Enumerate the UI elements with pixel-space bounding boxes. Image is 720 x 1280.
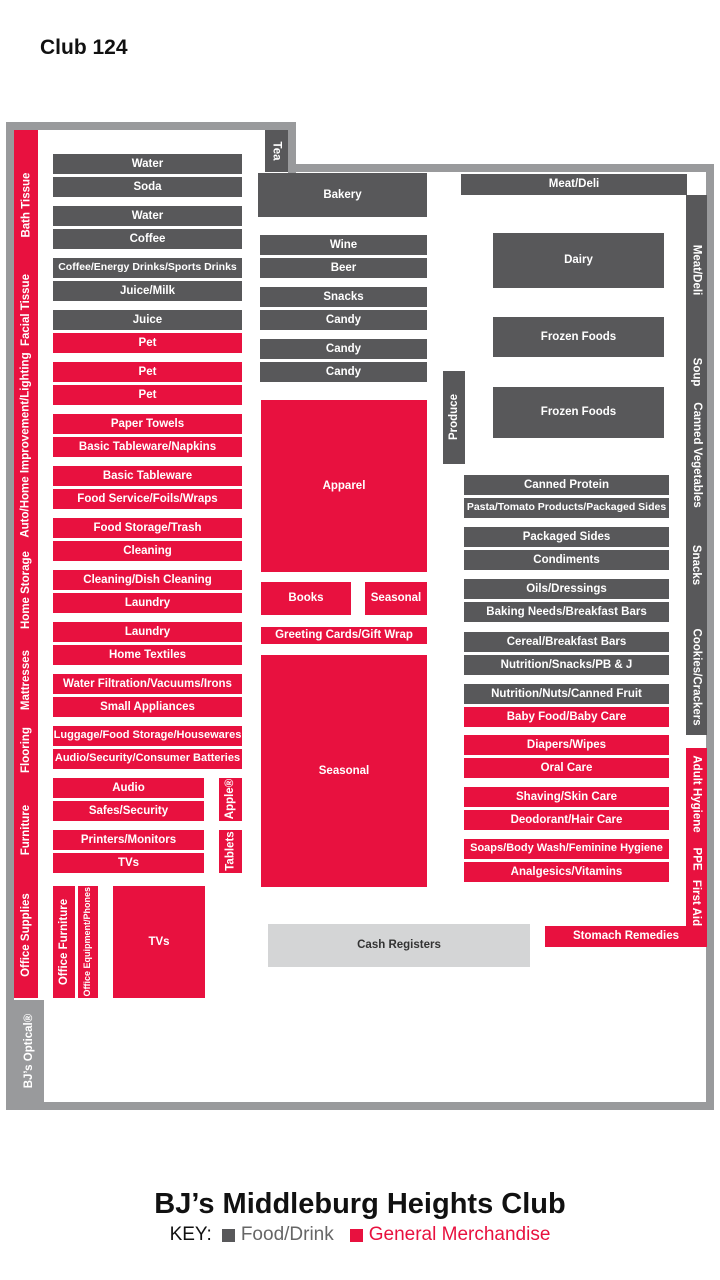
aisle-cereal[interactable]: Cereal/Breakfast Bars (464, 632, 669, 652)
dept-dairy[interactable]: Dairy (493, 233, 664, 288)
bath-tissue-label: Bath Tissue (19, 172, 32, 238)
dept-frozen-foods-1[interactable]: Frozen Foods (493, 317, 664, 357)
adult-hygiene-label: Adult Hygiene (690, 755, 703, 833)
aisle-laundry-2[interactable]: Laundry (53, 622, 242, 642)
dept-frozen-foods-2[interactable]: Frozen Foods (493, 387, 664, 438)
map-key (0, 1224, 720, 1246)
auto-home-label: Auto/Home Improvement/Lighting (19, 352, 32, 538)
dept-wall-snacks[interactable] (686, 510, 707, 620)
dept-stomach-remedies[interactable]: Stomach Remedies (545, 926, 707, 947)
aisle-candy-1[interactable]: Candy (260, 310, 427, 330)
aisle-soda[interactable]: Soda (53, 177, 242, 197)
aisle-tvs-1[interactable]: TVs (53, 853, 204, 873)
aisle-apple[interactable] (219, 778, 242, 821)
aisle-office-furniture[interactable] (53, 886, 75, 998)
dept-bakery[interactable]: Bakery (258, 173, 427, 217)
facial-tissue-label: Facial Tissue (19, 273, 32, 347)
dept-apparel[interactable]: Apparel (261, 400, 427, 572)
cash-registers[interactable]: Cash Registers (268, 924, 530, 967)
aisle-small-appliances[interactable]: Small Appliances (53, 697, 242, 717)
aisle-luggage[interactable]: Luggage/Food Storage/Housewares (53, 726, 242, 746)
wall-left (6, 122, 14, 1110)
dept-flooring[interactable] (14, 720, 38, 780)
aisle-nutrition-snacks[interactable]: Nutrition/Snacks/PB & J (464, 655, 669, 675)
office-supplies-label: Office Supplies (19, 893, 32, 977)
aisle-water-1[interactable]: Water (53, 154, 242, 174)
aisle-audio-security[interactable]: Audio/Security/Consumer Batteries (53, 749, 242, 769)
dept-bjs-optical[interactable] (14, 1000, 44, 1102)
aisle-cleaning[interactable]: Cleaning (53, 541, 242, 561)
aisle-coffee-energy[interactable]: Coffee/Energy Drinks/Sports Drinks (53, 258, 242, 278)
dept-meat-deli-wall[interactable] (686, 195, 707, 345)
store-title: BJ’s Middleburg Heights Club (154, 1188, 566, 1220)
aisle-office-equipment[interactable] (78, 886, 98, 998)
aisle-water-2[interactable]: Water (53, 206, 242, 226)
aisle-beer[interactable]: Beer (260, 258, 427, 278)
produce-label: Produce (447, 394, 460, 441)
key-label: KEY: (169, 1224, 212, 1245)
dept-soup[interactable] (686, 345, 707, 400)
aisle-juice[interactable]: Juice (53, 310, 242, 330)
aisle-snacks[interactable]: Snacks (260, 287, 427, 307)
aisle-pet-3[interactable]: Pet (53, 385, 242, 405)
aisle-deodorant[interactable]: Deodorant/Hair Care (464, 810, 669, 830)
aisle-soaps[interactable]: Soaps/Body Wash/Feminine Hygiene (464, 839, 669, 859)
aisle-oils[interactable]: Oils/Dressings (464, 579, 669, 599)
dept-furniture[interactable] (14, 790, 38, 870)
aisle-oral-care[interactable]: Oral Care (464, 758, 669, 778)
general-swatch (350, 1229, 363, 1242)
wall-top-right (288, 164, 714, 172)
wall-top-left (6, 122, 296, 130)
key-food-label: Food/Drink (240, 1224, 334, 1245)
meat-deli-wall-label: Meat/Deli (690, 244, 703, 296)
food-swatch (222, 1229, 235, 1242)
optical-label: BJ’s Optical® (22, 1013, 35, 1089)
aisle-food-storage[interactable]: Food Storage/Trash (53, 518, 242, 538)
club-number-label: Club 124 (40, 36, 128, 59)
aisle-analgesics[interactable]: Analgesics/Vitamins (464, 862, 669, 882)
dept-auto-home[interactable] (14, 350, 38, 540)
tablets-label: Tablets (224, 831, 237, 872)
dept-seasonal-small[interactable]: Seasonal (365, 582, 427, 615)
aisle-water-filtration[interactable]: Water Filtration/Vacuums/Irons (53, 674, 242, 694)
wall-right (706, 164, 714, 1110)
flooring-label: Flooring (19, 727, 32, 773)
dept-home-storage[interactable] (14, 545, 38, 635)
aisle-safes[interactable]: Safes/Security (53, 801, 204, 821)
dept-cookies-crackers[interactable] (686, 620, 707, 735)
aisle-laundry-1[interactable]: Laundry (53, 593, 242, 613)
dept-adult-hygiene[interactable] (686, 748, 707, 840)
dept-bath-tissue[interactable] (14, 160, 38, 250)
wall-snacks-label: Snacks (690, 544, 703, 586)
first-aid-label: First Aid (690, 879, 703, 927)
aisle-baby-food[interactable]: Baby Food/Baby Care (464, 707, 669, 727)
furniture-label: Furniture (19, 804, 32, 856)
aisle-shaving[interactable]: Shaving/Skin Care (464, 787, 669, 807)
dept-meat-deli-top[interactable]: Meat/Deli (461, 174, 687, 195)
aisle-tableware-napkins[interactable]: Basic Tableware/Napkins (53, 437, 242, 457)
ppe-label: PPE (690, 847, 703, 871)
aisle-baking[interactable]: Baking Needs/Breakfast Bars (464, 602, 669, 622)
aisle-candy-3[interactable]: Candy (260, 362, 427, 382)
cookies-crackers-label: Cookies/Crackers (690, 628, 703, 727)
office-equipment-label: Office Equipment/Phones (82, 887, 93, 997)
home-storage-label: Home Storage (19, 551, 32, 629)
office-furniture-label: Office Furniture (57, 898, 70, 986)
aisle-pet-1[interactable]: Pet (53, 333, 242, 353)
wall-bottom (6, 1102, 714, 1110)
aisle-printers[interactable]: Printers/Monitors (53, 830, 204, 850)
aisle-packaged-sides[interactable]: Packaged Sides (464, 527, 669, 547)
aisle-candy-2[interactable]: Candy (260, 339, 427, 359)
dept-books[interactable]: Books (261, 582, 351, 615)
aisle-dish-cleaning[interactable]: Cleaning/Dish Cleaning (53, 570, 242, 590)
dept-facial-tissue[interactable] (14, 270, 38, 350)
aisle-greeting-cards[interactable]: Greeting Cards/Gift Wrap (261, 627, 427, 644)
aisle-tablets[interactable] (219, 830, 242, 873)
dept-seasonal-large[interactable]: Seasonal (261, 655, 427, 887)
dept-mattresses[interactable] (14, 640, 38, 720)
key-general-label: General Merchandise (368, 1224, 551, 1245)
dept-first-aid[interactable] (686, 878, 707, 928)
aisle-juice-milk[interactable]: Juice/Milk (53, 281, 242, 301)
dept-ppe[interactable] (686, 840, 707, 878)
aisle-diapers[interactable]: Diapers/Wipes (464, 735, 669, 755)
aisle-condiments[interactable]: Condiments (464, 550, 669, 570)
aisle-pet-2[interactable]: Pet (53, 362, 242, 382)
dept-produce[interactable] (443, 371, 465, 464)
dept-tea[interactable] (265, 130, 288, 172)
aisle-audio[interactable]: Audio (53, 778, 204, 798)
dept-canned-vegetables[interactable] (686, 400, 707, 510)
aisle-nutrition-nuts[interactable]: Nutrition/Nuts/Canned Fruit (464, 684, 669, 704)
aisle-pasta[interactable]: Pasta/Tomato Products/Packaged Sides (464, 498, 669, 518)
aisle-food-service[interactable]: Food Service/Foils/Wraps (53, 489, 242, 509)
apple-label: Apple® (224, 779, 237, 820)
aisle-tableware[interactable]: Basic Tableware (53, 466, 242, 486)
aisle-coffee[interactable]: Coffee (53, 229, 242, 249)
aisle-home-textiles[interactable]: Home Textiles (53, 645, 242, 665)
dept-office-supplies[interactable] (14, 880, 38, 990)
aisle-canned-protein[interactable]: Canned Protein (464, 475, 669, 495)
aisle-tvs-2[interactable]: TVs (113, 886, 205, 998)
soup-label: Soup (690, 358, 703, 387)
aisle-paper-towels[interactable]: Paper Towels (53, 414, 242, 434)
canned-vegetables-label: Canned Vegetables (690, 402, 703, 508)
tea-label: Tea (270, 141, 283, 161)
aisle-wine[interactable]: Wine (260, 235, 427, 255)
mattresses-label: Mattresses (19, 649, 32, 711)
